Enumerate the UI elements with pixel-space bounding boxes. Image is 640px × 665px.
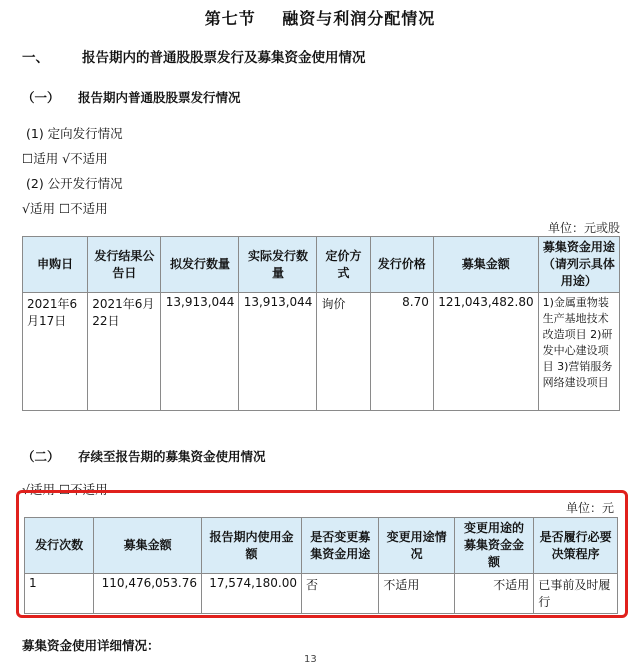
table-cell: 8.70: [370, 293, 433, 411]
table-cell: 否: [301, 574, 378, 614]
table-cell: 121,043,482.80: [433, 293, 538, 411]
col-header: 募集金额: [94, 518, 202, 574]
table-cell: 2021年6月17日: [23, 293, 88, 411]
section-name: 融资与利润分配情况: [282, 9, 436, 28]
table-cell: 已事前及时履行: [534, 574, 618, 614]
heading-3: [22, 447, 266, 465]
heading-1-number: 一、: [22, 50, 49, 66]
heading-3-number: （二）: [22, 449, 60, 464]
heading-2: [22, 88, 241, 106]
item1-label: (1) 定向发行情况: [26, 126, 123, 141]
table-cell: 不适用: [379, 574, 454, 614]
col-header: 发行次数: [25, 518, 94, 574]
col-header: 定价方式: [317, 237, 370, 293]
table-cell: 1)金属重物装生产基地技术改造项目 2)研发中心建设项目 3)营销服务网络建设项目: [538, 293, 619, 411]
heading-2-text: 报告期内普通股股票发行情况: [78, 90, 241, 105]
issuance-table: [22, 236, 620, 411]
table2-unit: 单位：元: [565, 501, 614, 515]
fund-usage-table: [24, 517, 618, 614]
detail-heading: 募集资金使用详细情况：: [22, 638, 160, 653]
col-header: 发行结果公告日: [88, 237, 161, 293]
table-cell: 2021年6月22日: [88, 293, 161, 411]
item1-options: ☐适用 √不适用: [22, 151, 108, 166]
item3-options: √适用 ☐不适用: [22, 482, 108, 497]
heading-3-text: 存续至报告期的募集资金使用情况: [78, 449, 266, 464]
section-title: [0, 6, 640, 29]
heading-2-number: （一）: [22, 90, 60, 105]
table-cell: 17,574,180.00: [202, 574, 302, 614]
col-header: 募集金额: [433, 237, 538, 293]
table1-unit: 单位：元或股: [547, 221, 620, 235]
col-header: 是否变更募集资金用途: [301, 518, 378, 574]
table-cell: 不适用: [454, 574, 534, 614]
col-header: 发行价格: [370, 237, 433, 293]
col-header: 变更用途的募集资金金额: [454, 518, 534, 574]
table-cell: 13,913,044: [161, 293, 239, 411]
col-header: 募集资金用途（请列示具体用途）: [538, 237, 619, 293]
col-header: 实际发行数量: [239, 237, 317, 293]
table-cell: 1: [25, 574, 94, 614]
page-number: 13: [304, 654, 317, 665]
col-header: 是否履行必要决策程序: [534, 518, 618, 574]
section-number: 第七节: [204, 9, 256, 28]
item2-options: √适用 ☐不适用: [22, 201, 108, 216]
table-row: [25, 574, 618, 614]
table-header-row: [25, 518, 618, 574]
col-header: 申购日: [23, 237, 88, 293]
table-header-row: [23, 237, 620, 293]
col-header: 变更用途情况: [379, 518, 454, 574]
table-cell: 询价: [317, 293, 370, 411]
heading-1: [22, 46, 366, 66]
table-row: [23, 293, 620, 411]
col-header: 拟发行数量: [161, 237, 239, 293]
table-cell: 13,913,044: [239, 293, 317, 411]
item2-label: (2) 公开发行情况: [26, 176, 123, 191]
table-cell: 110,476,053.76: [94, 574, 202, 614]
col-header: 报告期内使用金额: [202, 518, 302, 574]
heading-1-text: 报告期内的普通股股票发行及募集资金使用情况: [82, 50, 366, 66]
